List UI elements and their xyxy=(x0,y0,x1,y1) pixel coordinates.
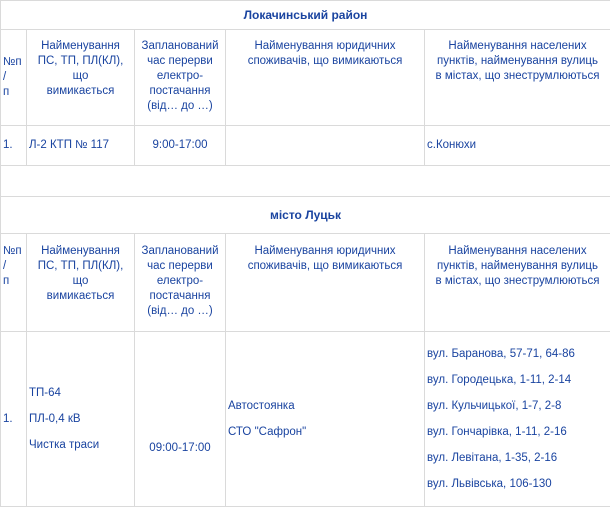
table-row xyxy=(1,332,610,507)
header-object: Найменування ПС, ТП, ПЛ(КЛ), що вимикається xyxy=(27,30,135,126)
header-localities: Найменування населених пунктів, найменування вулиць в містах, що знеструмлюються xyxy=(425,234,610,332)
row-object: Л-2 КТП № 117 xyxy=(27,126,135,166)
header-num: №п/ п xyxy=(1,30,27,126)
row-num: 1. xyxy=(1,126,27,166)
section-title: місто Луцьк xyxy=(1,197,610,234)
row-object: ТП-64 ПЛ-0,4 кВ Чистка траси xyxy=(27,332,135,507)
header-num: №п/ п xyxy=(1,234,27,332)
row-time: 9:00-17:00 xyxy=(135,126,226,166)
row-localities: с.Конюхи xyxy=(425,126,610,166)
row-consumers xyxy=(226,126,425,166)
section-title: Локачинський район xyxy=(1,1,610,30)
row-time: 09:00-17:00 xyxy=(135,332,226,507)
row-localities: вул. Баранова, 57-71, 64-86 вул. Городецька, 1-11, 2-14 вул. Кульчицької, 1-7, 2-8 вул. Гончарівка, 1-11, 2-16 вул. Левітана, 1-35, 2-16 вул. Львівська, 106-130 xyxy=(425,332,610,507)
section-spacer xyxy=(1,166,610,197)
row-num: 1. xyxy=(1,332,27,507)
header-time: Запланований час перерви електро- постачання (від… до …) xyxy=(135,234,226,332)
header-localities: Найменування населених пунктів, найменування вулиць в містах, що знеструмлюються xyxy=(425,30,610,126)
row-consumers: Автостоянка СТО "Сафрон" xyxy=(226,332,425,507)
header-time: Запланований час перерви електро- постачання (від… до …) xyxy=(135,30,226,126)
header-object: Найменування ПС, ТП, ПЛ(КЛ), що вимикається xyxy=(27,234,135,332)
header-consumers: Найменування юридичних споживачів, що вимикаються xyxy=(226,234,425,332)
header-consumers: Найменування юридичних споживачів, що вимикаються xyxy=(226,30,425,126)
table-row xyxy=(1,126,610,166)
